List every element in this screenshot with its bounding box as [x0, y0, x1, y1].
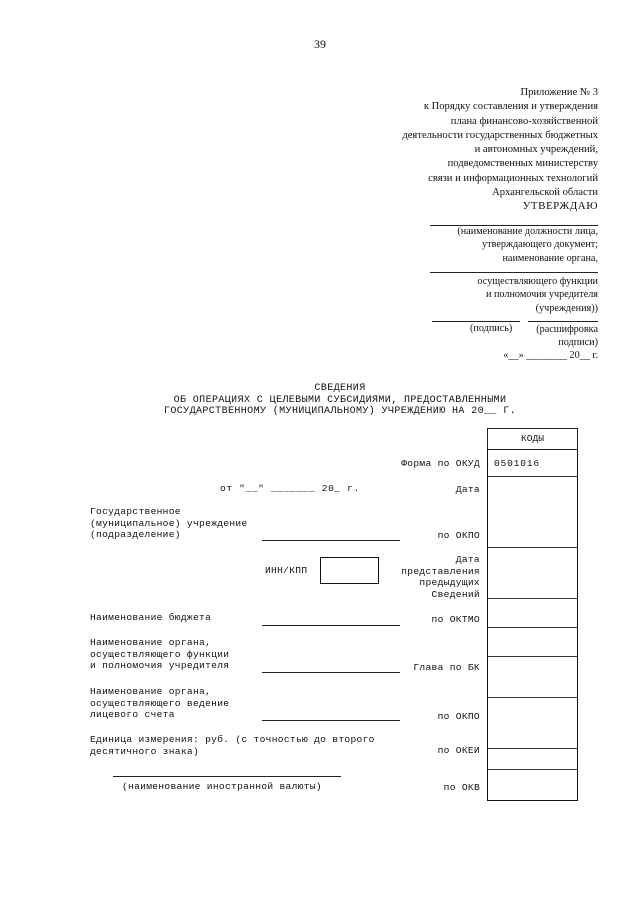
label-okpo2: по ОКПО: [437, 711, 480, 722]
okud-code: 0501016: [494, 458, 540, 469]
appendix-line: плана финансово-хозяйственной: [450, 115, 598, 127]
appendix-line: подведомственных министерству: [447, 158, 598, 170]
account-input-line[interactable]: [262, 720, 400, 721]
field-unit: Единица измерения: руб. (с точностью до второго десятичного знака): [90, 734, 375, 757]
appendix-line: Архангельской области: [492, 187, 598, 199]
report-title: СВЕДЕНИЯ ОБ ОПЕРАЦИЯХ С ЦЕЛЕВЫМИ СУБСИДИЯМИ, ПРЕДОСТАВЛЕННЫМИ ГОСУДАРСТВЕННОМУ (МУНИЦИПАЛЬНОМУ) УЧРЕЖДЕНИЮ НА 20__ Г.: [163, 383, 517, 417]
organ-caption: осуществляющего функции и полномочия учредителя (учреждения)): [477, 276, 598, 314]
decoding-caption: (расшифровка подписи): [536, 324, 598, 349]
appendix-line: и автономных учреждений,: [474, 144, 598, 156]
page-number: 39: [314, 37, 326, 51]
signature-caption: (подпись): [470, 323, 513, 334]
code-cell-prev-date[interactable]: [488, 599, 577, 628]
budget-input-line[interactable]: [262, 625, 400, 626]
position-caption: (наименование должности лица, утверждающего документ; наименование органа,: [457, 226, 598, 264]
appendix-line: связи и информационных технологий: [428, 172, 598, 184]
appendix-block: [298, 86, 598, 200]
field-institution: Государственное (муниципальное) учреждение (подразделение): [90, 506, 248, 540]
codes-column: [487, 449, 578, 801]
approval-date: «__» ________ 20__ г.: [503, 350, 598, 361]
institution-input-line[interactable]: [262, 540, 400, 541]
approval-title: УТВЕРЖДАЮ: [522, 200, 598, 212]
label-prev-date: Дата представления предыдущих Сведений: [401, 554, 480, 600]
inn-kpp-box[interactable]: [320, 557, 379, 584]
code-cell-okei[interactable]: [488, 749, 577, 770]
label-oktmo: по ОКТМО: [431, 614, 480, 625]
currency-caption: (наименование иностранной валюты): [122, 781, 322, 792]
codes-header: КОДЫ: [487, 428, 578, 450]
appendix-line: деятельности государственных бюджетных: [402, 129, 598, 141]
signature-line: [432, 321, 520, 322]
label-glava: Глава по БК: [413, 662, 480, 673]
organ-line: [430, 272, 598, 273]
founder-input-line[interactable]: [262, 672, 400, 673]
decoding-line: [528, 321, 598, 322]
appendix-line: к Порядку составления и утверждения: [423, 101, 598, 113]
code-cell-glava[interactable]: [488, 657, 577, 698]
code-cell-date[interactable]: [488, 477, 577, 548]
report-date: от "__" _______ 20_ г.: [220, 483, 360, 494]
code-cell-okud[interactable]: [488, 450, 577, 477]
field-budget-name: Наименование бюджета: [90, 612, 212, 623]
label-okud: Форма по ОКУД: [401, 458, 480, 469]
inn-kpp-label: ИНН/КПП: [265, 565, 308, 576]
field-founder-organ: Наименование органа, осуществляющего функции и полномочия учредителя: [90, 637, 230, 671]
label-date: Дата: [455, 484, 480, 495]
code-cell-oktmo[interactable]: [488, 628, 577, 657]
field-account-organ: Наименование органа, осуществляющего ведение лицевого счета: [90, 686, 230, 720]
label-okv: по ОКВ: [443, 782, 480, 793]
appendix-line: Приложение № 3: [520, 87, 598, 98]
label-okei: по ОКЕИ: [437, 745, 480, 756]
code-cell-okpo2[interactable]: [488, 698, 577, 749]
code-cell-okpo[interactable]: [488, 548, 577, 599]
label-okpo: по ОКПО: [437, 530, 480, 541]
currency-input-line[interactable]: [113, 776, 341, 777]
